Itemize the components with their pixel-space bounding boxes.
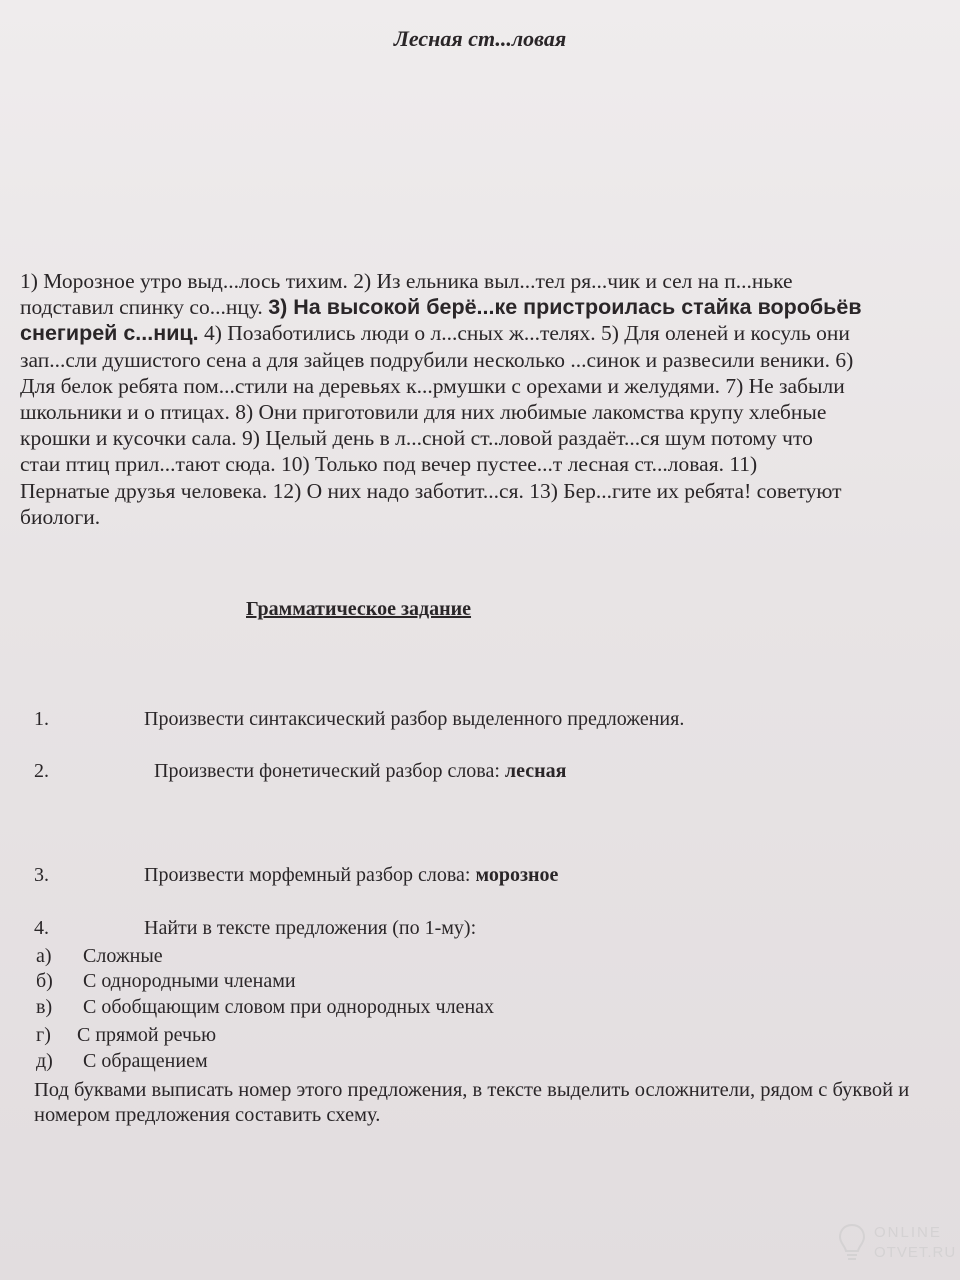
subtask-text: С прямой речью: [77, 1024, 217, 1046]
watermark-line-1: ONLINE: [874, 1224, 942, 1241]
task-text-plain: Произвести фонетический разбор слова:: [154, 760, 505, 782]
passage-line: Для белок ребята пом...стили на деревьях к...рмушки с орехами и желудями. 7) Не забыли: [20, 373, 845, 398]
task-text: [144, 708, 684, 731]
subtask-text: Сложные: [83, 945, 163, 967]
highlighted-sentence: 3) На высокой берё...ке пристроилась стайка воробьёв: [268, 295, 862, 320]
passage-fragment: подставил спинку со...нцу.: [20, 295, 269, 320]
subtask-letter: г): [36, 1024, 51, 1046]
passage-line: Пернатые друзья человека. 12) О них надо заботит...ся. 13) Бер...гите их ребята! советуют: [20, 478, 842, 503]
instruction-text: Под буквами выписать номер этого предложения, в тексте выделить осложнители, рядом с буквой и номером предложения составить схему.: [34, 1079, 910, 1126]
task-text: [154, 760, 566, 783]
subtask-text: С обращением: [83, 1050, 208, 1072]
subtask-letter: д): [36, 1050, 53, 1072]
passage-line: биологи.: [20, 504, 101, 529]
task-number: 2.: [34, 760, 49, 782]
grammar-title: Грамматическое задание: [246, 598, 472, 620]
task-number: 3.: [34, 864, 49, 886]
task-keyword: лесная: [504, 760, 567, 782]
task-text: [144, 864, 558, 887]
subtask-text: С обобщающим словом при однородных членах: [83, 996, 495, 1018]
passage-fragment: 4) Позаботились люди о л...сных ж...телях. 5) Для оленей и косуль они: [198, 321, 850, 346]
subtask-text: С однородными членами: [83, 970, 296, 992]
passage-line: 1) Морозное утро выд...лось тихим. 2) Из ельника выл...тел ря...чик и сел на п...ньке: [20, 269, 793, 293]
task-text: [144, 917, 476, 940]
highlighted-sentence: снегирей с...ниц.: [20, 321, 199, 346]
task-text-plain: Произвести синтаксический разбор выделенного предложения.: [144, 708, 685, 730]
lightbulb-icon: [836, 1222, 868, 1262]
passage-line: [20, 294, 940, 320]
task-text-plain: Произвести морфемный разбор слова:: [144, 864, 476, 886]
subtask-letter: б): [36, 970, 53, 992]
task-number: 1.: [34, 708, 49, 730]
watermark-line-2: OTVET.RU: [874, 1244, 957, 1261]
task-keyword: морозное: [475, 864, 559, 886]
passage-line: [20, 320, 940, 346]
task-text-plain: Найти в тексте предложения (по 1-му):: [144, 917, 477, 939]
passage-line: стаи птиц прил...тают сюда. 10) Только под вечер пустее...т лесная ст...ловая. 11): [20, 452, 758, 477]
subtask-letter: а): [36, 945, 52, 967]
passage-line: школьники и о птицах. 8) Они приготовили для них любимые лакомства крупу хлебные: [20, 400, 827, 425]
subtask-letter: в): [36, 996, 53, 1018]
document-title: Лесная ст...ловая: [393, 26, 567, 51]
passage-line: крошки и кусочки сала. 9) Целый день в л...сной ст..ловой раздаёт...ся шум потому что: [20, 426, 813, 451]
task-number: 4.: [34, 917, 49, 939]
passage-line: зап...сли душистого сена а для зайцев подрубили несколько ...синок и развесили веники. 6): [20, 347, 854, 372]
passage-text: [20, 268, 940, 530]
watermark: [836, 1220, 957, 1266]
